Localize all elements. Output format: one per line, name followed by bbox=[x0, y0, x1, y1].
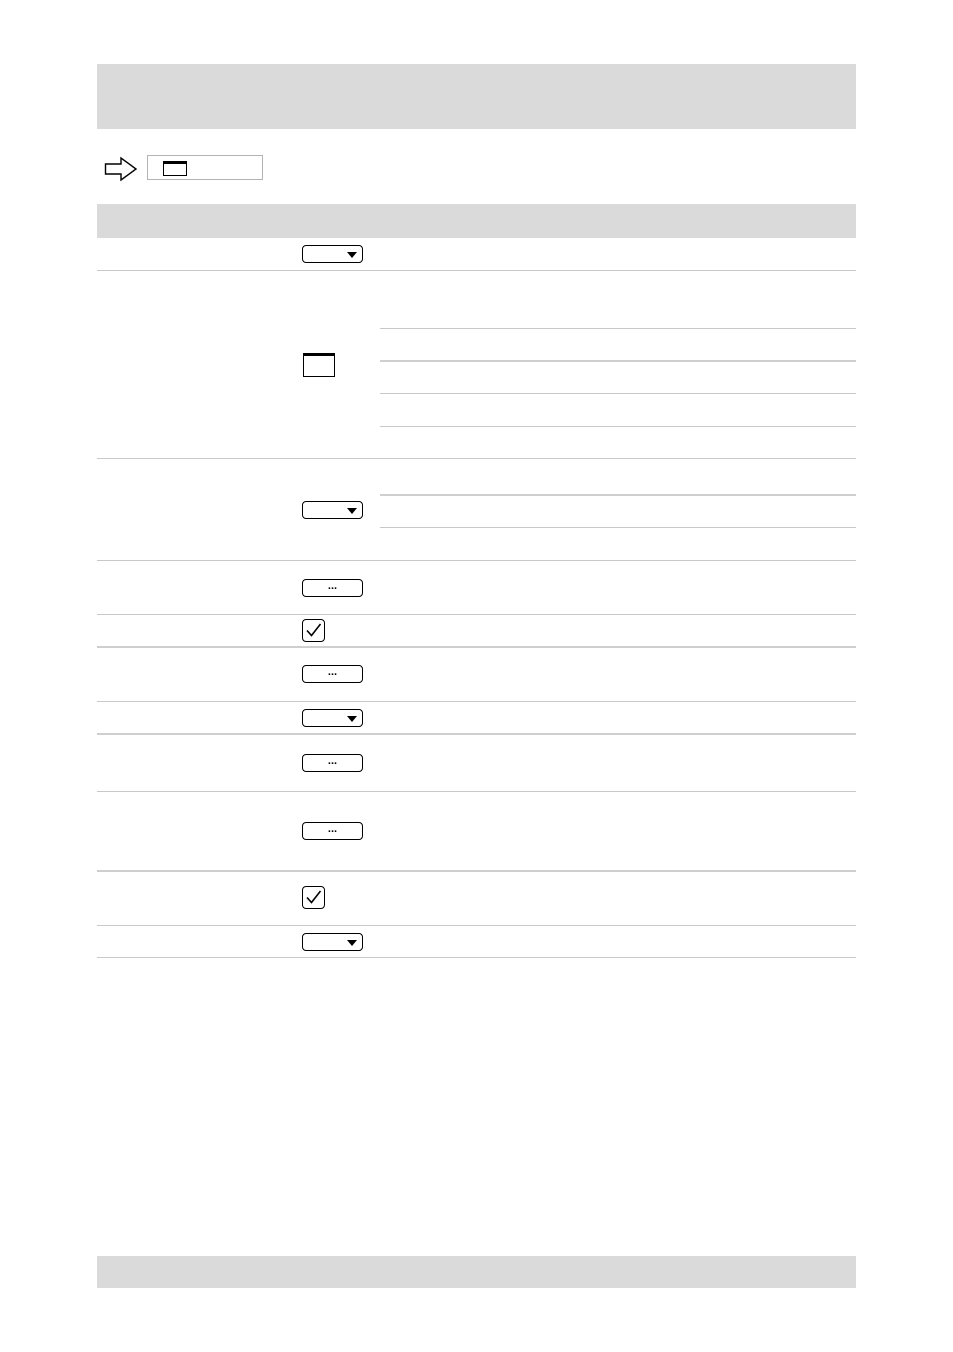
dropdown-control[interactable] bbox=[302, 501, 363, 519]
sub-row-divider bbox=[380, 426, 856, 427]
menu-path-box bbox=[147, 155, 263, 180]
right-arrow-outline-icon bbox=[104, 156, 138, 182]
ellipsis-button[interactable]: ... bbox=[302, 579, 363, 597]
checkbox[interactable] bbox=[302, 619, 325, 642]
dropdown-caret-icon bbox=[347, 940, 357, 946]
window-icon bbox=[163, 161, 187, 176]
dropdown-caret-icon bbox=[347, 252, 357, 258]
window-icon bbox=[303, 353, 335, 377]
row-divider bbox=[97, 701, 856, 702]
row-divider bbox=[97, 270, 856, 271]
row-divider bbox=[97, 925, 856, 926]
row-divider bbox=[97, 458, 856, 459]
sub-row-divider bbox=[380, 494, 856, 496]
row-divider bbox=[97, 560, 856, 561]
ellipsis-button[interactable]: ... bbox=[302, 665, 363, 683]
checkmark-icon bbox=[305, 889, 322, 906]
sub-row-divider bbox=[380, 360, 856, 362]
page-header-bar bbox=[97, 64, 856, 129]
row-divider bbox=[97, 957, 856, 958]
row-divider bbox=[97, 646, 856, 648]
dropdown-caret-icon bbox=[347, 716, 357, 722]
row-divider bbox=[97, 614, 856, 615]
row-divider bbox=[97, 791, 856, 792]
sub-row-divider bbox=[380, 393, 856, 394]
ellipsis-button[interactable]: ... bbox=[302, 822, 363, 840]
ellipsis-button[interactable]: ... bbox=[302, 754, 363, 772]
sub-row-divider bbox=[380, 328, 856, 329]
dropdown-control[interactable] bbox=[302, 709, 363, 727]
checkbox[interactable] bbox=[302, 886, 325, 909]
sub-row-divider bbox=[380, 527, 856, 528]
row-divider bbox=[97, 870, 856, 872]
row-divider bbox=[97, 733, 856, 735]
dropdown-control[interactable] bbox=[302, 245, 363, 263]
page-footer-bar bbox=[97, 1256, 856, 1288]
table-header bbox=[97, 204, 856, 238]
checkmark-icon bbox=[305, 622, 322, 639]
dropdown-control[interactable] bbox=[302, 933, 363, 951]
dropdown-caret-icon bbox=[347, 508, 357, 514]
